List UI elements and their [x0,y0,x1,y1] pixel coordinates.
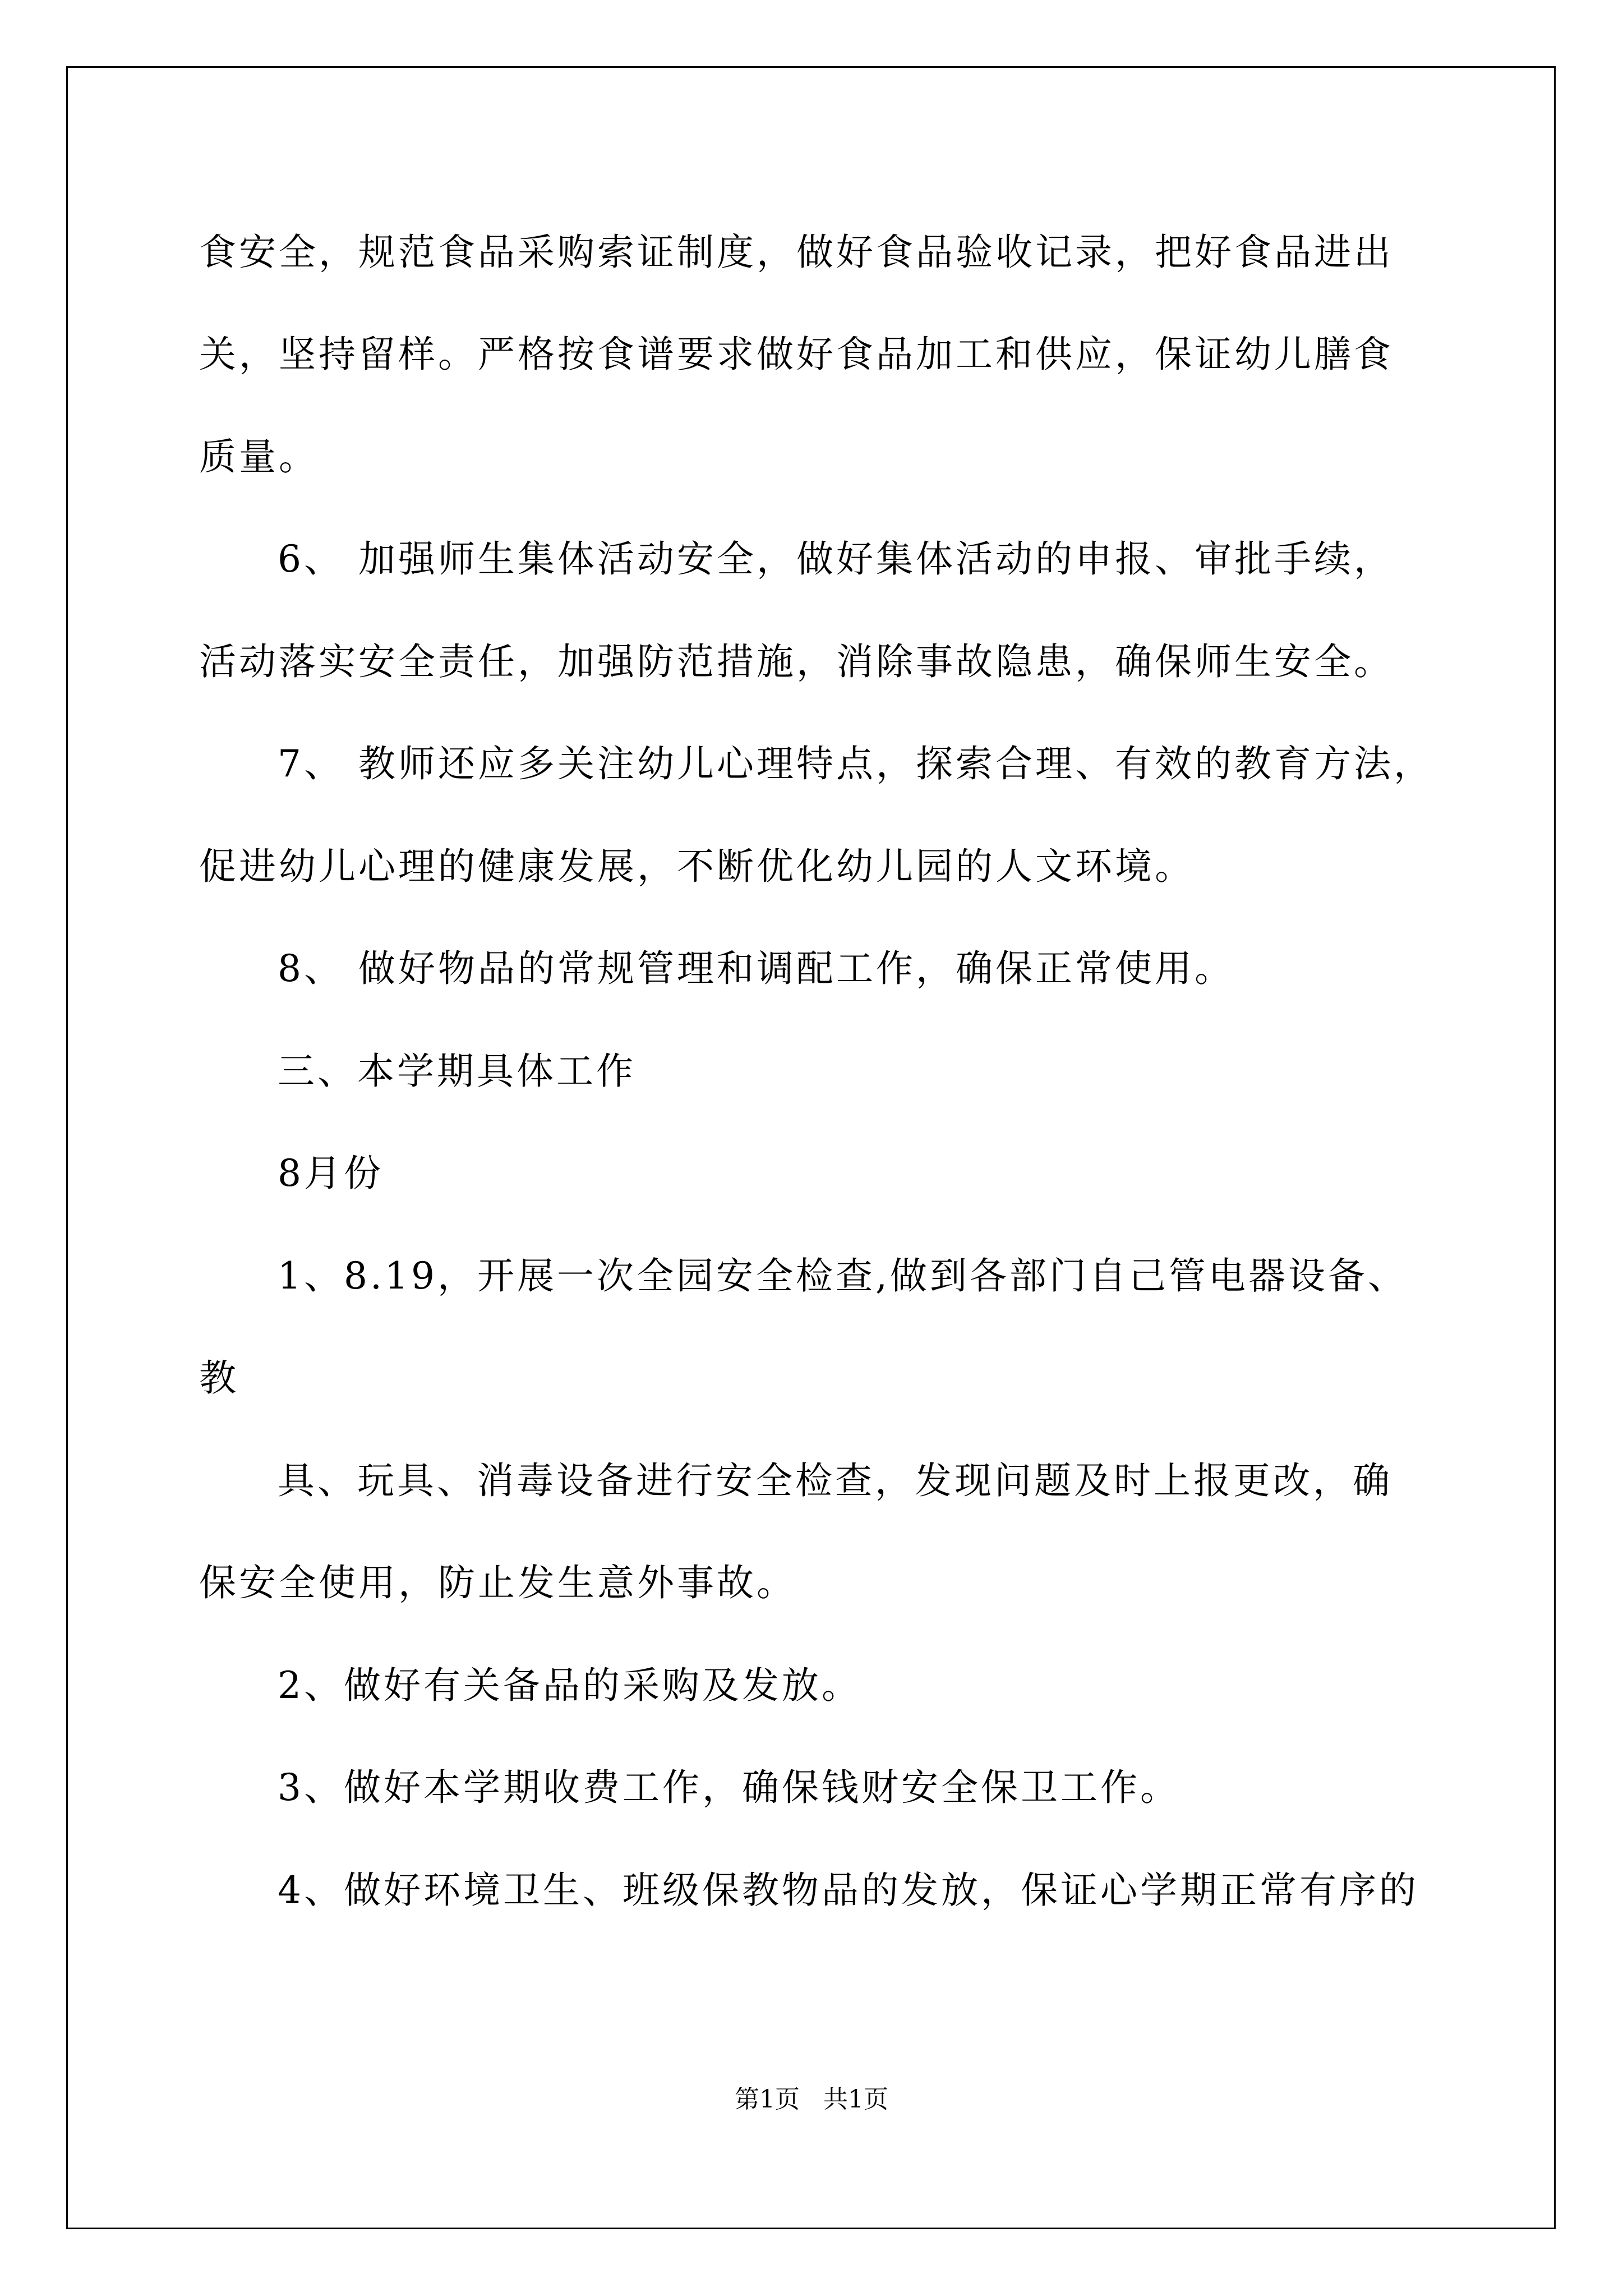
text-line: 8、 做好物品的常规管理和调配工作，确保正常使用。 [278,947,1234,990]
text-line: 1、8.19，开展一次全园安全检查,做到各部门自己管电器设备、 [278,1254,1408,1297]
text-line: 保安全使用，防止发生意外事故。 [199,1561,796,1604]
text-line: 质量。 [199,435,319,478]
section-heading: 三、本学期具体工作 [278,1050,636,1093]
month-heading: 8月份 [278,1152,384,1195]
text-line: 7、 教师还应多关注幼儿心理特点，探索合理、有效的教育方法， [278,742,1433,785]
text-line: 6、 加强师生集体活动安全，做好集体活动的申报、审批手续， [278,537,1394,581]
text-line: 2、做好有关备品的采购及发放。 [278,1664,861,1707]
text-line: 关，坚持留样。严格按食谱要求做好食品加工和供应，保证幼儿膳食 [199,333,1394,376]
text-line: 3、做好本学期收费工作，确保钱财安全保卫工作。 [278,1766,1180,1809]
text-line: 促进幼儿心理的健康发展，不断优化幼儿园的人文环境。 [199,845,1195,888]
text-line: 教 [199,1356,239,1400]
text-line: 食安全，规范食品采购索证制度，做好食品验收记录，把好食品进出 [199,231,1394,274]
text-line: 4、做好环境卫生、班级保教物品的发放，保证心学期正常有序的 [278,1869,1419,1912]
page-footer: 第1页 共1页 [735,2085,888,2114]
text-line: 具、玩具、消毒设备进行安全检查，发现问题及时上报更改，确 [278,1459,1393,1502]
text-line: 活动落实安全责任，加强防范措施，消除事故隐患，确保师生安全。 [199,640,1394,683]
